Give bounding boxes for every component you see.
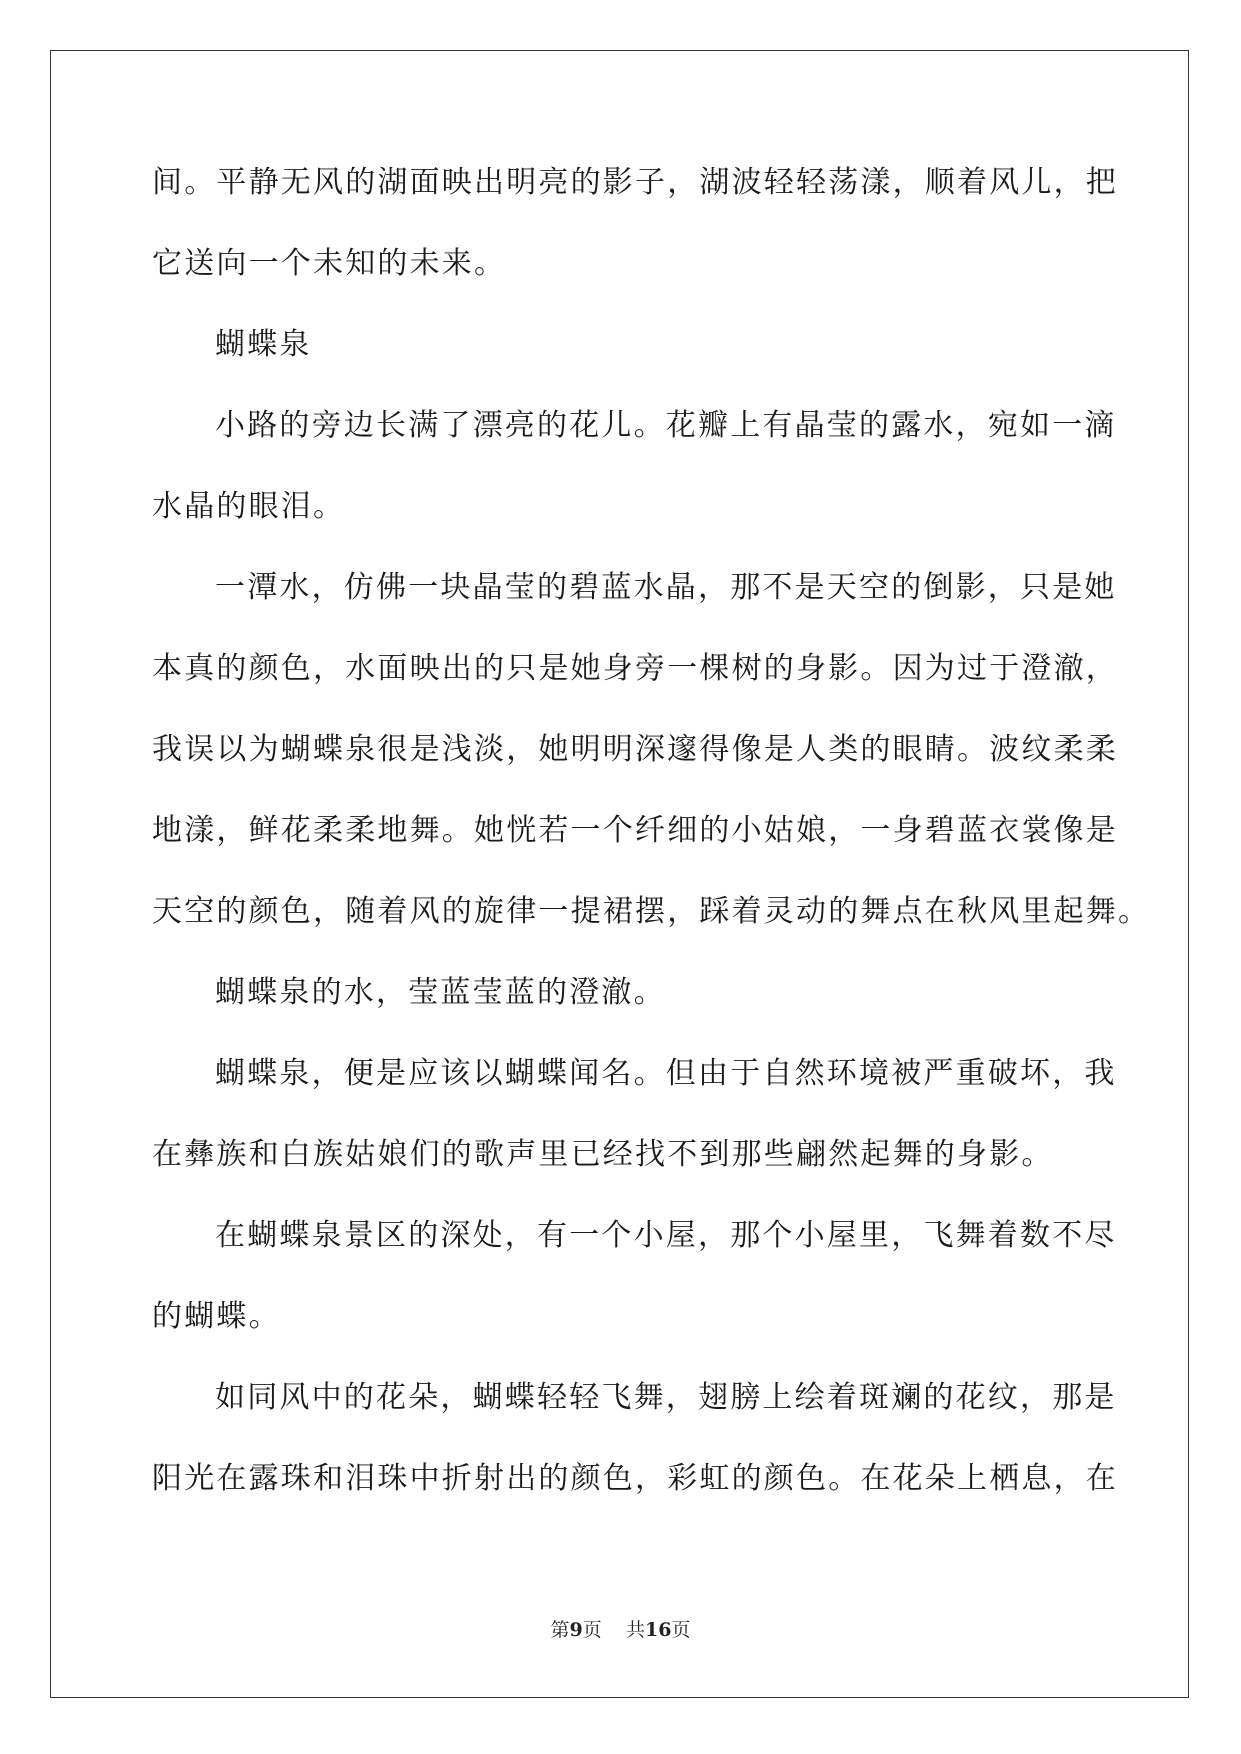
text-line: 水晶的眼泪。 [152,489,346,524]
text-line: 蝴蝶泉，便是应该以蝴蝶闻名。但由于自然环境被严重破坏，我 [215,1056,1117,1091]
footer-page-word: 页 [582,1619,602,1641]
text-line: 我误以为蝴蝶泉很是浅淡，她明明深邃得像是人类的眼睛。波纹柔柔 [152,732,1118,767]
text-line: 它送向一个未知的未来。 [152,246,507,281]
text-line: 在彝族和白族姑娘们的歌声里已经找不到那些翩然起舞的身影。 [152,1137,1054,1172]
text-line: 小路的旁边长满了漂亮的花儿。花瓣上有晶莹的露水，宛如一滴 [215,408,1117,443]
page-footer [0,1615,1241,1642]
text-line: 天空的颜色，随着风的旋律一提裙摆，踩着灵动的舞点在秋风里起舞。 [152,894,1151,929]
text-line: 蝴蝶泉的水，莹蓝莹蓝的澄澈。 [215,975,666,1010]
footer-total-suffix: 页 [671,1619,691,1641]
text-line: 地漾，鲜花柔柔地舞。她恍若一个纤细的小姑娘，一身碧蓝衣裳像是 [152,813,1118,848]
text-line: 在蝴蝶泉景区的深处，有一个小屋，那个小屋里，飞舞着数不尽 [215,1218,1117,1253]
text-line: 如同风中的花朵，蝴蝶轻轻飞舞，翅膀上绘着斑斓的花纹，那是 [215,1380,1117,1415]
text-line: 蝴蝶泉 [215,327,312,362]
text-line: 一潭水，仿佛一块晶莹的碧蓝水晶，那不是天空的倒影，只是她 [215,570,1117,605]
footer-prefix: 第 [550,1619,570,1641]
footer-total-prefix: 共 [625,1619,645,1641]
document-body [152,158,1151,1535]
current-page-number: 9 [569,1619,583,1641]
text-line: 间。平静无风的湖面映出明亮的影子，湖波轻轻荡漾，顺着风儿，把 [152,165,1118,200]
total-pages-number: 16 [644,1619,672,1641]
text-line: 的蝴蝶。 [152,1299,281,1334]
text-line: 本真的颜色，水面映出的只是她身旁一棵树的身影。因为过于澄澈， [152,651,1118,686]
text-line: 阳光在露珠和泪珠中折射出的颜色，彩虹的颜色。在花朵上栖息，在 [152,1461,1118,1496]
